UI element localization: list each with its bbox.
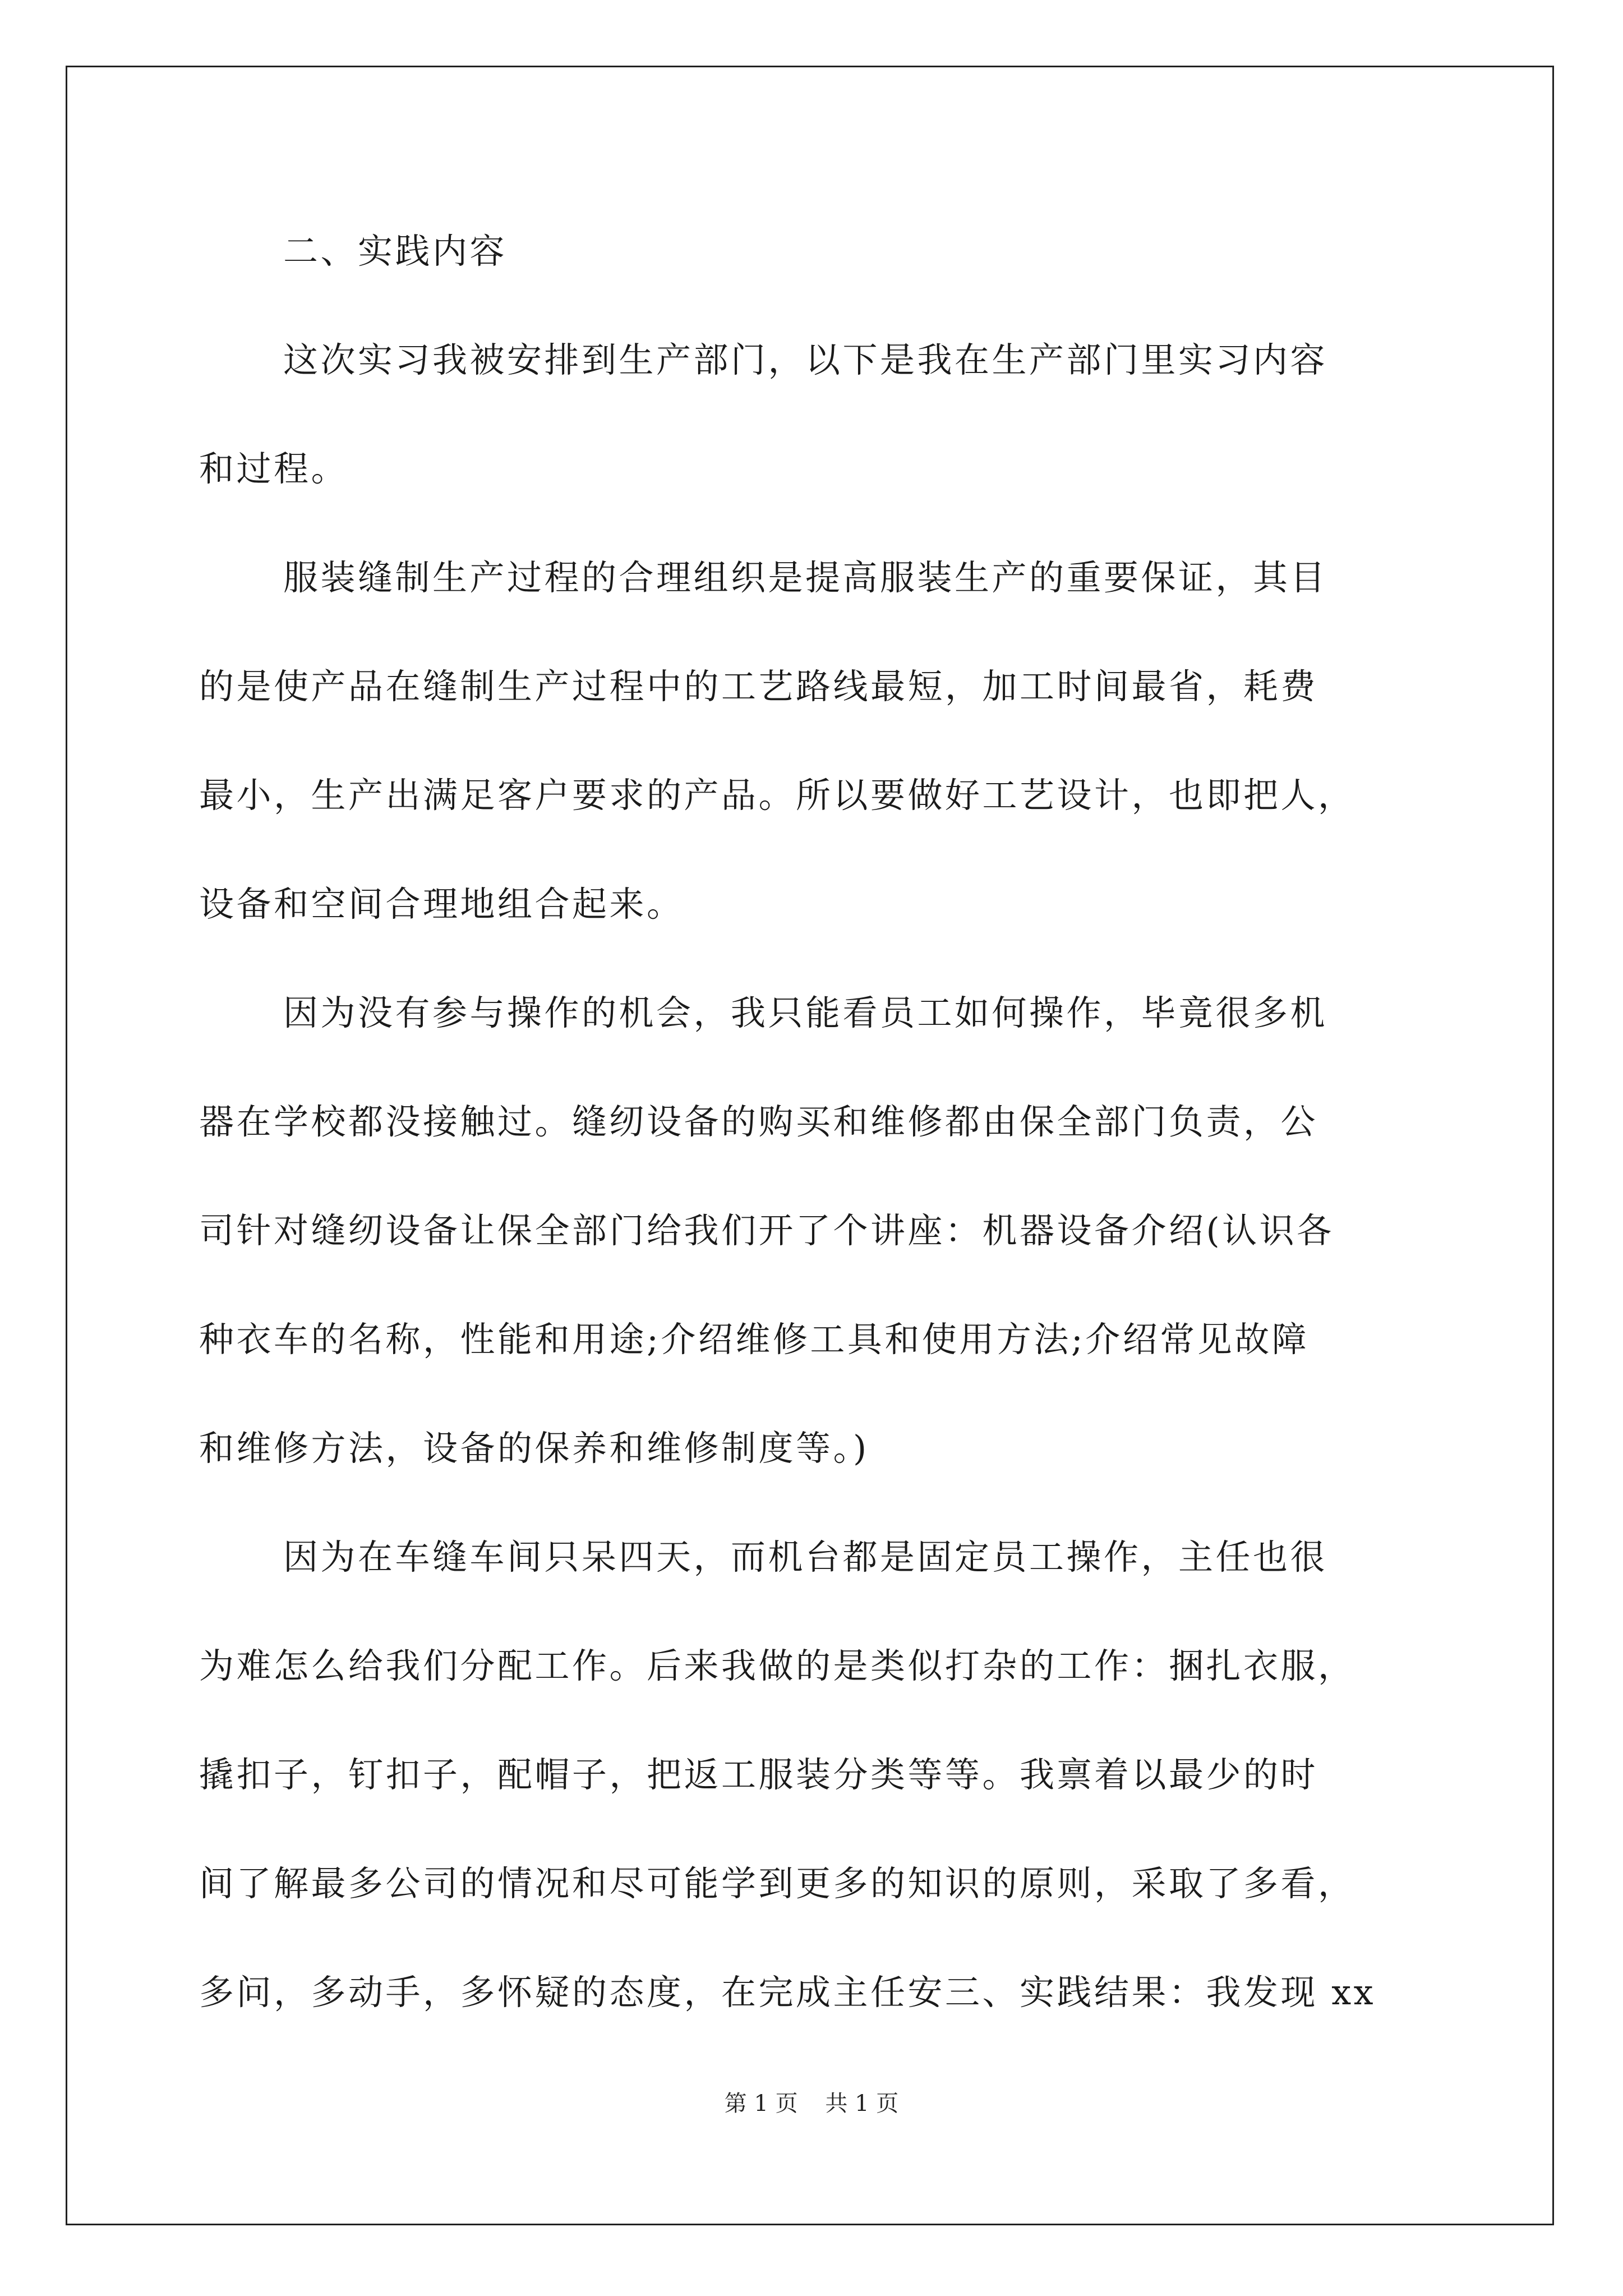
paragraph-line: 最小，生产出满足客户要求的产品。所以要做好工艺设计，也即把人， xyxy=(199,775,1355,816)
page-total: 共 1 页 xyxy=(825,2091,899,2116)
paragraph-line: 设备和空间合理地组合起来。 xyxy=(199,884,684,924)
paragraph-line: 撬扣子，钉扣子，配帽子，把返工服装分类等等。我禀着以最少的时 xyxy=(199,1754,1318,1795)
paragraph-line: 多问，多动手，多怀疑的态度，在完成主任安三、实践结果：我发现 xx xyxy=(199,1972,1376,2013)
paragraph-line: 这次实习我被安排到生产部门，以下是我在生产部门里实习内容 xyxy=(283,339,1328,380)
paragraph-line: 司针对缝纫设备让保全部门给我们开了个讲座：机器设备介绍(认识各 xyxy=(199,1210,1334,1251)
paragraph-line: 的是使产品在缝制生产过程中的工艺路线最短，加工时间最省，耗费 xyxy=(199,666,1318,707)
paragraph-line: 间了解最多公司的情况和尽可能学到更多的知识的原则，采取了多看， xyxy=(199,1863,1355,1904)
page-number: 第 1 页 xyxy=(724,2091,798,2116)
paragraph-line: 种衣车的名称，性能和用途;介绍维修工具和使用方法;介绍常见故障 xyxy=(199,1319,1310,1360)
paragraph-line: 因为没有参与操作的机会，我只能看员工如何操作，毕竟很多机 xyxy=(283,992,1328,1033)
paragraph-line: 为难怎么给我们分配工作。后来我做的是类似打杂的工作：捆扎衣服， xyxy=(199,1645,1355,1686)
paragraph-line: 和维修方法，设备的保养和维修制度等。) xyxy=(199,1428,869,1469)
paragraph-line: 器在学校都没接触过。缝纫设备的购买和维修都由保全部门负责，公 xyxy=(199,1101,1318,1142)
page-footer xyxy=(0,2090,1623,2118)
section-heading: 二、实践内容 xyxy=(283,231,508,272)
paragraph-line: 因为在车缝车间只呆四天，而机台都是固定员工操作，主任也很 xyxy=(283,1536,1328,1577)
paragraph-line: 和过程。 xyxy=(199,448,349,489)
paragraph-line: 服装缝制生产过程的合理组织是提高服装生产的重要保证，其目 xyxy=(283,557,1328,598)
